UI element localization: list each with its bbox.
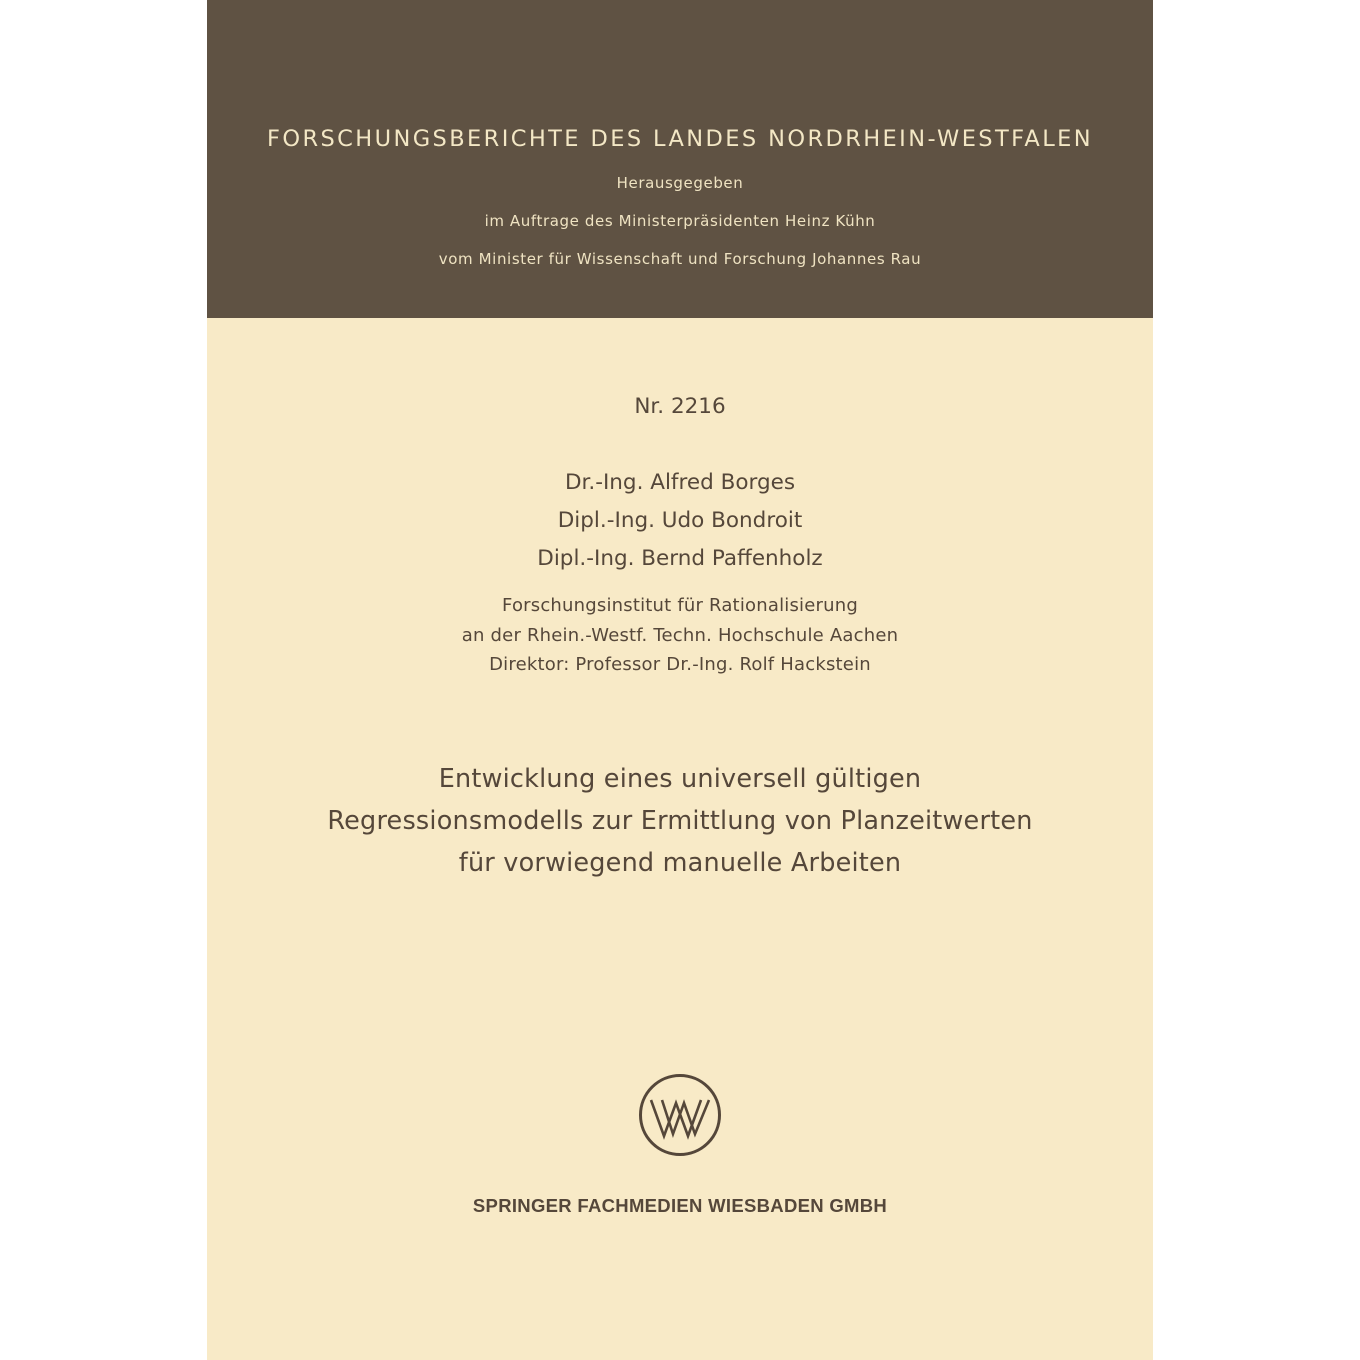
report-number: Nr. 2216 bbox=[634, 394, 726, 419]
author-2: Dipl.-Ing. Udo Bondroit bbox=[557, 508, 803, 533]
header-band bbox=[207, 0, 1153, 318]
publisher-name: SPRINGER FACHMEDIEN WIESBADEN GMBH bbox=[472, 1195, 888, 1216]
editor-line-3: vom Minister für Wissenschaft und Forschung Johannes Rau bbox=[438, 250, 922, 268]
institute-line-2: an der Rhein.-Westf. Techn. Hochschule Aachen bbox=[461, 625, 899, 646]
author-1: Dr.-Ing. Alfred Borges bbox=[564, 470, 796, 495]
institute-line-1: Forschungsinstitut für Rationalisierung bbox=[502, 595, 858, 616]
institute-line-3: Direktor: Professor Dr.-Ing. Rolf Hackstein bbox=[489, 654, 871, 675]
editor-line-2: im Auftrage des Ministerpräsidenten Heinz Kühn bbox=[484, 212, 876, 230]
editor-line-1: Herausgegeben bbox=[616, 174, 744, 192]
title-line-2: Regressionsmodells zur Ermittlung von Planzeitwerten bbox=[327, 806, 1033, 836]
title-line-1: Entwicklung eines universell gültigen bbox=[438, 764, 922, 794]
publisher-logo-icon bbox=[638, 1073, 722, 1157]
title-line-3: für vorwiegend manuelle Arbeiten bbox=[458, 848, 902, 878]
book-cover bbox=[207, 0, 1153, 1360]
author-3: Dipl.-Ing. Bernd Paffenholz bbox=[537, 546, 823, 571]
series-title: FORSCHUNGSBERICHTE DES LANDES NORDRHEIN-WESTFALEN bbox=[267, 126, 1093, 152]
